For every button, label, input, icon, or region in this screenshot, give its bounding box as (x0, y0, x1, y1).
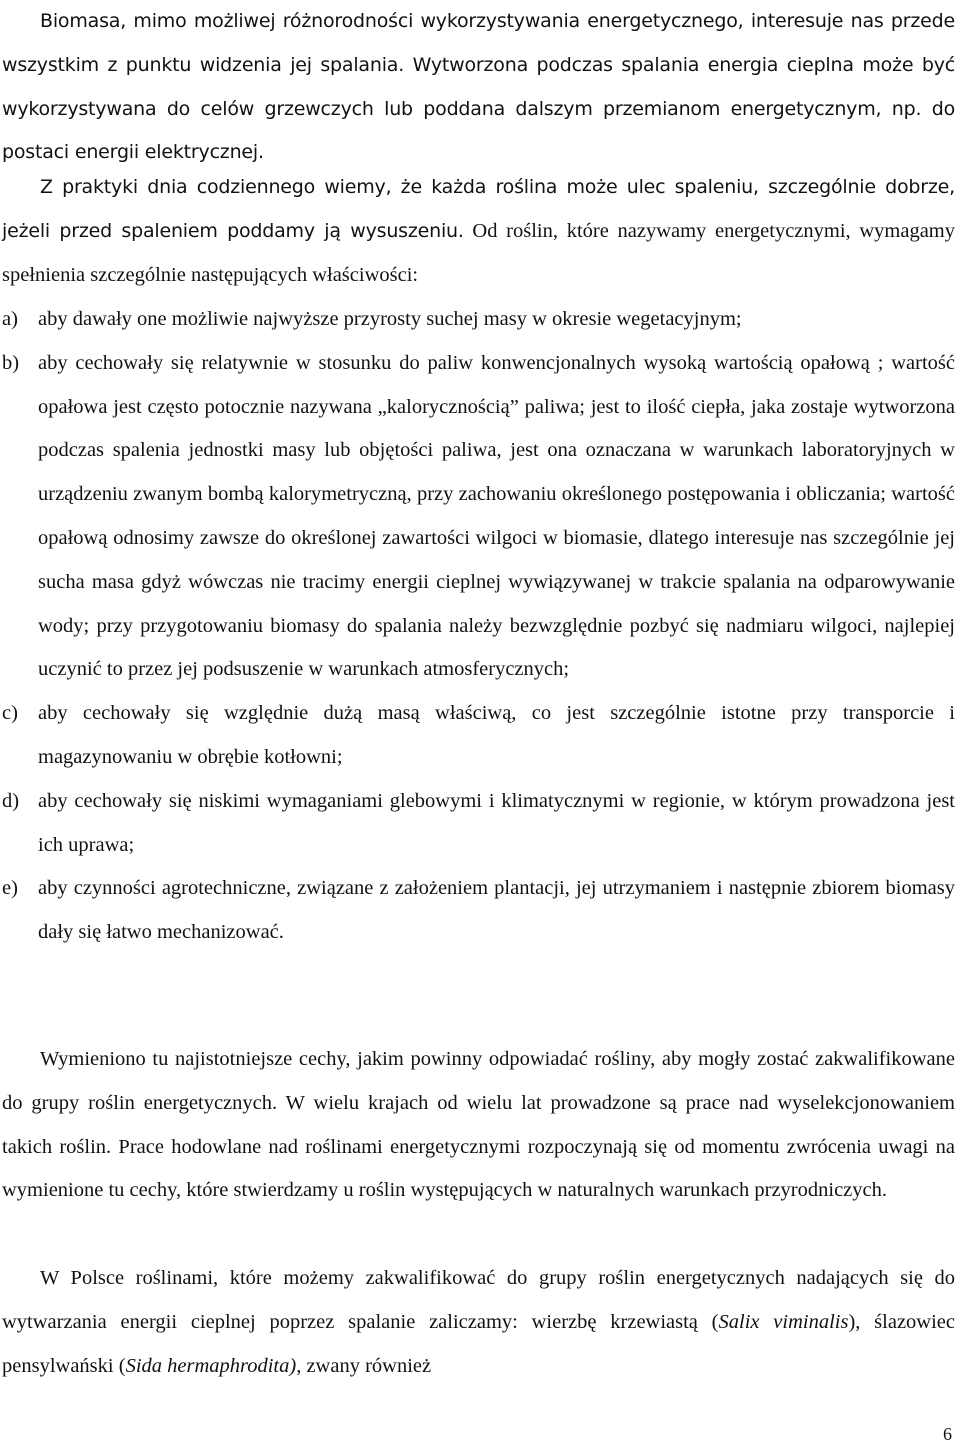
paragraph-text: Z praktyki dnia codziennego wiemy, że każda roślina może ulec spaleniu, szczególnie dobrze, jeżeli przed spaleniem poddamy ją wysuszeniu. (2, 176, 955, 242)
list-marker: e) (2, 877, 18, 900)
paragraph-plant-properties (2, 166, 955, 297)
paragraph-text-continued: Prace hodowlane nad roślinami energetycznymi rozpoczynają się od momentu zwrócenia uwagi na wymienione tu cechy, które stwierdzamy u roślin występujących w naturalnych warunkach przyrodniczych. (2, 1135, 955, 1202)
list-item (2, 298, 955, 342)
list-item-text: aby cechowały się niskimi wymaganiami glebowymi i klimatycznymi w regionie, w którym prowadzona jest ich uprawa; (38, 789, 955, 856)
list-marker: b) (2, 351, 20, 374)
paragraph-text: zwany również (301, 1354, 432, 1377)
paragraph-biomass-intro (2, 0, 955, 175)
paragraph-text: Wymieniono tu najistotniejsze cechy, jakim powinny odpowiadać rośliny, aby mogły zostać zakwalifikowane do grupy roślin energetycznych. W wielu krajach od wielu lat prowadzone są prace nad wyselekcjonowaniem takich roślin. (2, 1048, 955, 1158)
paragraph-text-continued: Od roślin, które nazywamy energetycznymi, wymagamy spełnienia szczególnie następujących właściwości: (2, 219, 955, 286)
paragraph-text: Biomasa, mimo możliwej różnorodności wykorzystywania energetycznego, interesuje nas przede wszystkim z punktu widzenia jej spalania. Wytworzona podczas spalania energia cieplna może być wykorzystywana do celów grzewczych lub poddana dalszym przemianom energetycznym, np. do postaci energii elektrycznej. (2, 10, 955, 164)
list-marker: a) (2, 308, 18, 330)
paragraph-text: W Polsce roślinami, które możemy zakwalifikować do grupy roślin energetycznych nadających się do wytwarzania energii cieplnej poprzez spalanie zaliczamy: wierzbę krzewiastą ( (2, 1267, 955, 1333)
paragraph-most-important-features (2, 1038, 955, 1213)
list-marker: d) (2, 789, 20, 812)
paragraph-poland-energy-plants (2, 1257, 955, 1388)
list-item-text: aby dawały one możliwie najwyższe przyrosty suchej masy w okresie wegetacyjnym; (38, 308, 742, 330)
list-item-text: aby czynności agrotechniczne, związane z założeniem plantacji, jej utrzymaniem i następnie zbiorem biomasy dały się łatwo mechanizować. (38, 877, 955, 944)
list-item (2, 780, 955, 868)
list-item (2, 342, 955, 692)
latin-name-sida: Sida hermaphrodita), (125, 1354, 302, 1377)
list-item (2, 867, 955, 955)
page-number: 6 (943, 1424, 952, 1444)
latin-name-salix: Salix viminalis (718, 1310, 849, 1333)
list-item-text: aby cechowały się względnie dużą masą właściwą, co jest szczególnie istotne przy transporcie i magazynowaniu w obrębie kotłowni; (38, 702, 955, 768)
paragraph-text: ), ślazowiec pensylwański ( (2, 1310, 955, 1377)
list-item (2, 692, 955, 780)
list-marker: c) (2, 702, 18, 725)
properties-list (2, 298, 955, 955)
list-item-text: aby cechowały się relatywnie w stosunku do paliw konwencjonalnych wysoką wartością opałową ; wartość opałowa jest często potocznie nazywana „kalorycznością” paliwa; jest to ilość ciepła, jaka zostaje wytworzona podczas spalenia jednostki masy lub objętości paliwa, jest ona oznaczana w warunkach laboratoryjnych w urządzeniu zwanym bombą kalorymetryczną, przy zachowaniu określonego postępowania i obliczania; wartość opałową odnosimy zawsze do określonej zawartości wilgoci w biomasie, dlatego interesuje nas szczególnie jej sucha masa gdyż wówczas nie tracimy energii cieplnej wywiązywanej w trakcie spalania na odparowywanie wody; przy przygotowaniu biomasy do spalania należy bezwzględnie pozbyć się nadmiaru wilgoci, najlepiej uczynić to przez jej podsuszenie w warunkach atmosferycznych; (38, 351, 955, 681)
